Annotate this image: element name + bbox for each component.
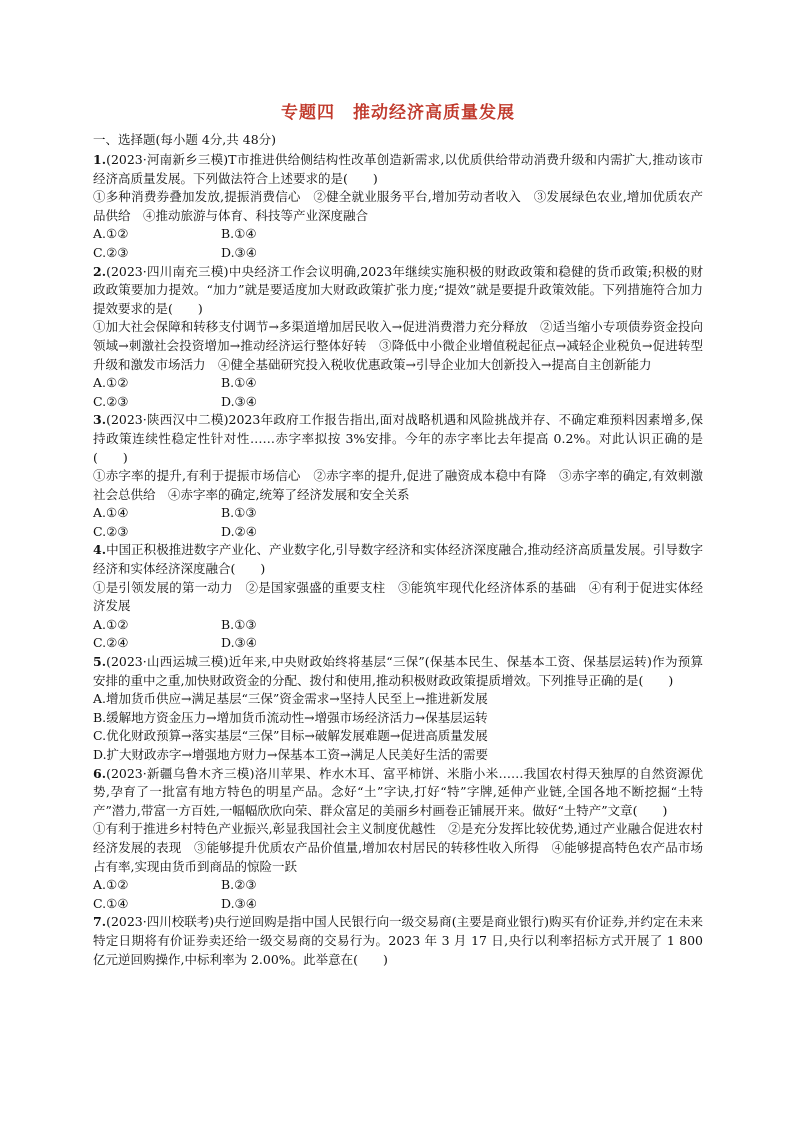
question-7 <box>93 913 703 969</box>
answer-row <box>93 634 703 653</box>
answer-row <box>93 393 703 412</box>
question-number: 3. <box>93 412 107 428</box>
option-b: B.①③ <box>221 505 257 521</box>
question-number: 5. <box>93 654 107 670</box>
option-a: A.①② <box>93 616 129 632</box>
option-b: B.②③ <box>221 877 257 893</box>
question-stem <box>93 411 703 467</box>
question-6 <box>93 765 703 914</box>
option-a: A.①② <box>93 877 129 893</box>
question-number: 4. <box>93 542 107 558</box>
option-c: C.②③ <box>93 393 129 409</box>
question-stem <box>93 913 703 969</box>
question-stem <box>93 765 703 821</box>
question-1 <box>93 151 703 263</box>
section-header: 一、选择题(每小题 4分,共 48分) <box>93 132 277 147</box>
option-a: A.①② <box>93 375 129 391</box>
question-statements: ①加大社会保障和转移支付调节→多渠道增加居民收入→促进消费潜力充分释放 ②适当缩小专项债券资金投向领域→刺激社会投资增加→推动经济运行整体好转 ③降低中小微企业增值税起征点→减轻企业税负→促进转型升级和激发市场活力 ④健全基础研究投入税收优惠政策→引导企业加大创新投入→提高自主创新能力 <box>93 319 703 372</box>
question-stem <box>93 541 703 578</box>
answer-row <box>93 895 703 914</box>
question-number: 2. <box>93 263 107 279</box>
option-a: A.①② <box>93 226 129 242</box>
question-2 <box>93 263 703 412</box>
question-5 <box>93 653 703 765</box>
answer-row <box>93 616 703 635</box>
option-a: A.①④ <box>93 505 129 521</box>
option-d: D.③④ <box>221 895 257 911</box>
answer-row <box>93 876 703 895</box>
question-number: 1. <box>93 152 107 167</box>
question-text: (2023·四川南充三模)中央经济工作会议明确,2023年继续实施积极的财政政策和稳健的货币政策;积极的财政政策要加力提效。“加力”就是要适度加大财政政策扩张力度;“提效”就是要提升政策效能。下列措施符合加力提效要求的是( ) <box>93 263 703 316</box>
question-statements: ①有利于推进乡村特色产业振兴,彰显我国社会主义制度优越性 ②是充分发挥比较优势,通过产业融合促进农村经济发展的表现 ③能够提升优质农产品价值量,增加农村居民的转移性收入所得 ④能够提高特色农产品市场占有率,实现由货币到商品的惊险一跃 <box>93 821 703 874</box>
question-4 <box>93 541 703 653</box>
option-c: C.优化财政预算→落实基层“三保”目标→破解发展难题→促进高质量发展 <box>93 728 488 744</box>
option-d: D.③④ <box>221 393 257 409</box>
question-number: 7. <box>93 914 107 930</box>
answer-row <box>93 244 703 263</box>
answer-row <box>93 374 703 393</box>
question-text: (2023·陕西汉中二模)2023年政府工作报告指出,面对战略机遇和风险挑战并存、不确定难预料因素增多,保持政策连续性稳定性针对性……赤字率拟按 3%安排。今年的赤字率比去年提高 0.2%。对此认识正确的是( ) <box>93 412 703 465</box>
question-text: (2023·新疆乌鲁木齐三模)洛川苹果、柞水木耳、富平柿饼、米脂小米……我国农村得天独厚的自然资源优势,孕育了一批富有地方特色的明星产品。念好“土”字诀,打好“特”字牌,延伸产业链,全国各地不断挖掘“土特产”潜力,带富一方百姓,一幅幅欣欣向荣、群众富足的美丽乡村画卷正铺展开来。做好“土特产”文章( ) <box>93 765 703 818</box>
option-c: C.②④ <box>93 635 129 651</box>
question-statements: ①是引领发展的第一动力 ②是国家强盛的重要支柱 ③能筑牢现代化经济体系的基础 ④有利于促进实体经济发展 <box>93 579 703 614</box>
document-page <box>93 98 703 969</box>
option-d: D.扩大财政赤字→增强地方财力→保基本工资→满足人民美好生活的需要 <box>93 747 488 762</box>
option-d: D.③④ <box>221 635 257 651</box>
option-c: C.②③ <box>93 244 129 260</box>
question-number: 6. <box>93 765 107 781</box>
answer-row <box>93 225 703 244</box>
option-b: B.①③ <box>221 616 257 632</box>
option-c: C.②③ <box>93 523 129 539</box>
option-d: D.③④ <box>221 244 257 260</box>
question-text: (2023·河南新乡三模)T市推进供给侧结构性改革创造新需求,以优质供给带动消费升级和内需扩大,推动该市经济高质量发展。下列做法符合上述要求的是( ) <box>93 152 703 186</box>
question-text: 中国正积极推进数字产业化、产业数字化,引导数字经济和实体经济深度融合,推动经济高质量发展。引导数字经济和实体经济深度融合( ) <box>93 542 703 577</box>
option-b: B.①④ <box>221 226 257 242</box>
question-statements: ①多种消费券叠加发放,提振消费信心 ②健全就业服务平台,增加劳动者收入 ③发展绿色农业,增加优质农产品供给 ④推动旅游与体育、科技等产业深度融合 <box>93 189 703 223</box>
question-text: (2023·四川校联考)央行逆回购是指中国人民银行向一级交易商(主要是商业银行)购买有价证券,并约定在未来特定日期将有价证券卖还给一级交易商的交易行为。2023 年 3 月 17 日,央行以利率招标方式开展了 1 800 亿元逆回购操作,中标利率为 2.00%。此举意在( ) <box>93 914 703 967</box>
page-title: 专题四 推动经济高质量发展 <box>281 103 515 123</box>
option-c: C.①④ <box>93 895 129 911</box>
option-d: D.②④ <box>221 523 257 539</box>
answer-row <box>93 523 703 542</box>
answer-row <box>93 504 703 523</box>
question-3 <box>93 411 703 541</box>
question-stem <box>93 151 703 188</box>
option-b: B.①④ <box>221 375 257 391</box>
question-stem <box>93 653 703 690</box>
option-a: A.增加货币供应→满足基层“三保”资金需求→坚持人民至上→推进新发展 <box>93 691 488 707</box>
question-statements: ①赤字率的提升,有利于提振市场信心 ②赤字率的提升,促进了融资成本稳中有降 ③赤字率的确定,有效刺激社会总供给 ④赤字率的确定,统筹了经济发展和安全关系 <box>93 468 703 502</box>
question-text: (2023·山西运城三模)近年来,中央财政始终将基层“三保”(保基本民生、保基本工资、保基层运转)作为预算安排的重中之重,加快财政资金的分配、拨付和使用,推动积极财政政策提质增效。下列推导正确的是( ) <box>93 654 703 688</box>
option-b: B.缓解地方资金压力→增加货币流动性→增强市场经济活力→保基层运转 <box>93 709 488 725</box>
question-stem <box>93 263 703 319</box>
